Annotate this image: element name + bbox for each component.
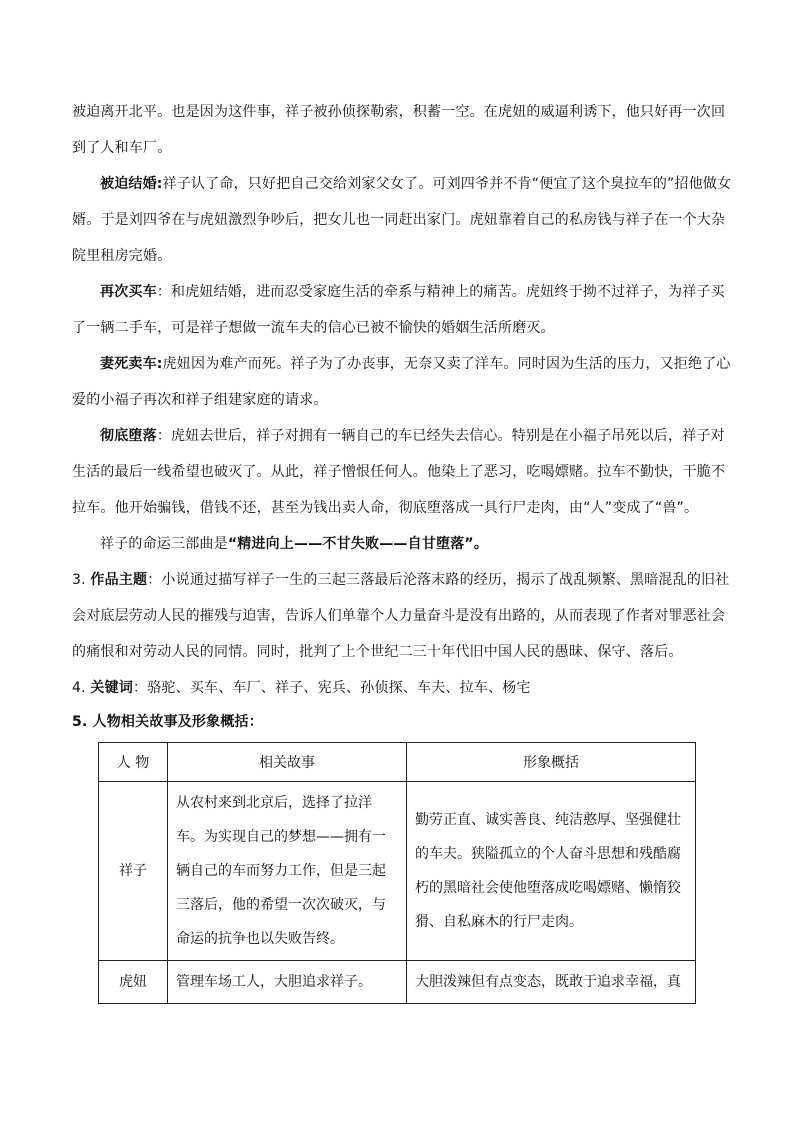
section-text: ：骆驼、买车、车厂、祥子、宪兵、孙侦探、车夫、拉车、杨宅 bbox=[133, 680, 531, 696]
header-name: 人 物 bbox=[99, 743, 168, 782]
paragraph-label: 妻死卖车: bbox=[100, 356, 163, 372]
character-table bbox=[98, 742, 696, 1004]
table-row bbox=[99, 961, 696, 1004]
cell-story: 从农村来到北京后，选择了拉洋车。为实现自己的梦想——拥有一辆自己的车而努力工作，但是三起三落后，他的希望一次次破灭，与命运的抗争也以失败告终。 bbox=[168, 782, 407, 961]
cell-name: 祥子 bbox=[99, 782, 168, 961]
paragraph-text: ：和虎妞结婚，进而忍受家庭生活的牵系与精神上的痛苦。虎妞终于拗不过祥子，为祥子买了一辆二手车，可是祥子想做一流车夫的信心已被不愉快的婚姻生活所磨灭。 bbox=[72, 284, 725, 336]
section-people-heading: 5. 人物相关故事及形象概括： bbox=[72, 714, 263, 730]
paragraph-total-fall bbox=[72, 418, 732, 526]
table-row bbox=[99, 782, 696, 961]
paragraph-continuation bbox=[72, 94, 732, 166]
paragraph-text: 祥子认了命，只好把自己交给刘家父女了。可刘四爷并不肯“便宜了这个臭拉车的”招他做女婿。于是刘四爷在与虎妞激烈争吵后，把女儿也一同赶出家门。虎妞靠着自己的私房钱与祥子在一个大杂院里租房完婚。 bbox=[72, 176, 732, 264]
section-keywords bbox=[72, 670, 732, 706]
header-image: 形象概括 bbox=[407, 743, 696, 782]
paragraph-buy-again bbox=[72, 274, 732, 346]
section-text: ：小说通过描写祥子一生的三起三落最后沦落末路的经历，揭示了战乱频繁、黑暗混乱的旧社会对底层劳动人民的摧残与迫害，告诉人们单靠个人力量奋斗是没有出路的，从而表现了作者对罪恶社会的痛恨和对劳动人民的同情。同时，批判了上个世纪二三十年代旧中国人民的愚昧、保守、落后。 bbox=[72, 572, 730, 660]
paragraph-text: ：虎妞去世后，祥子对拥有一辆自己的车已经失去信心。特别是在小福子吊死以后，祥子对生活的最后一线希望也破灭了。从此，祥子憎恨任何人。他染上了恶习，吃喝嫖赌。拉车不勤快，干脆不拉车。他开始骗钱，借钱不还，甚至为钱出卖人命，彻底堕落成一具行尸走肉，由“人”变成了“兽”。 bbox=[72, 428, 726, 516]
paragraph-text: 祥子的命运三部曲是 bbox=[100, 536, 228, 552]
paragraph-text: 虎妞因为难产而死。祥子为了办丧事，无奈又卖了洋车。同时因为生活的压力，又拒绝了心爱的小福子再次和祥子组建家庭的请求。 bbox=[72, 356, 731, 408]
paragraph-forced-marriage bbox=[72, 166, 732, 274]
paragraph-label: 彻底堕落 bbox=[100, 428, 157, 444]
paragraph-label: 被迫结婚: bbox=[100, 176, 163, 192]
paragraph-wife-dies bbox=[72, 346, 732, 418]
cell-story: 管理车场工人，大胆追求祥子。 bbox=[168, 961, 407, 1004]
cell-image: 勤劳正直、诚实善良、纯洁憨厚、坚强健壮的车夫。狭隘孤立的个人奋斗思想和残酷腐朽的黑暗社会使他堕落成吃喝嫖赌、懒惰狡猾、自私麻木的行尸走肉。 bbox=[407, 782, 696, 961]
paragraph-trilogy bbox=[72, 526, 732, 562]
header-story: 相关故事 bbox=[168, 743, 407, 782]
section-label: 作品主题 bbox=[90, 572, 148, 588]
table-header-row bbox=[99, 743, 696, 782]
section-theme bbox=[72, 562, 732, 670]
cell-name: 虎妞 bbox=[99, 961, 168, 1004]
section-number: 3. bbox=[72, 572, 86, 588]
section-label: 关键词 bbox=[90, 680, 134, 696]
paragraph-label: 再次买车 bbox=[100, 284, 157, 300]
section-number: 4. bbox=[72, 680, 86, 696]
paragraph-text: 被迫离开北平。也是因为这件事，祥子被孙侦探勒索，积蓄一空。在虎妞的威逼利诱下，他只好再一次回到了人和车厂。 bbox=[72, 104, 726, 156]
trilogy-phrase: “精进向上——不甘失败——自甘堕落”。 bbox=[227, 536, 489, 552]
cell-image: 大胆泼辣但有点变态，既敢于追求幸福，真 bbox=[407, 961, 696, 1004]
